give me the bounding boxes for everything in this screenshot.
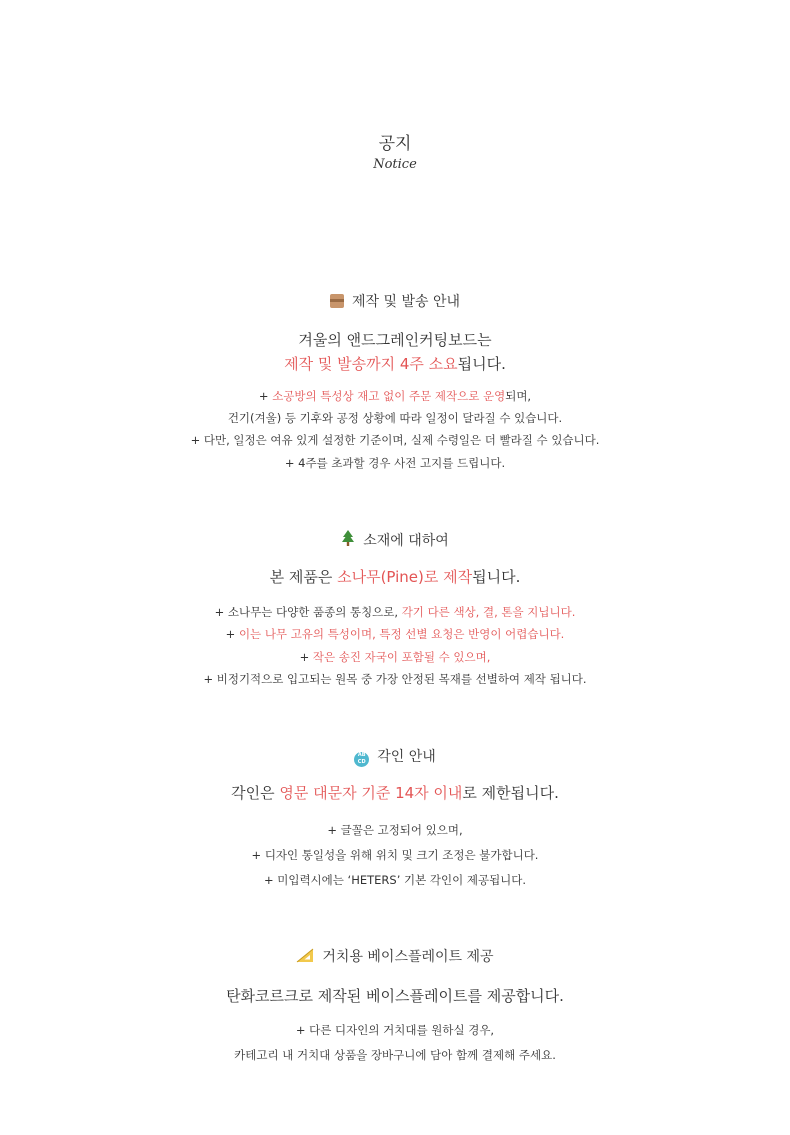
lead-tail: 됩니다.: [457, 355, 506, 373]
section-heading-text: 제작 및 발송 안내: [351, 294, 461, 310]
notice-line: [0, 604, 790, 620]
line-text: 카테고리 내 거치대 상품을 장바구니에 담아 함께 결제해 주세요.: [234, 1048, 556, 1062]
section-heading-production: [0, 291, 790, 311]
lead-pre: 본 제품은: [269, 568, 338, 586]
lead-text: [0, 782, 790, 803]
highlight-text: 제작 및 발송까지 4주 소요: [284, 355, 458, 373]
section-heading-material: [0, 530, 790, 550]
line-text: + 다른 디자인의 거치대를 원하실 경우,: [295, 1023, 495, 1037]
notice-line: [0, 388, 790, 404]
line-text: + 미입력시에는 ‘HETERS’ 기본 각인이 제공됩니다.: [263, 873, 527, 887]
lead-text: [0, 353, 790, 374]
abc-icon: [354, 752, 369, 767]
notice-line: [0, 410, 790, 426]
lead-tail: 로 제한됩니다.: [462, 784, 559, 802]
line-text: + 디자인 통일성을 위해 위치 및 크기 조정은 불가합니다.: [251, 848, 539, 862]
notice-line: [0, 455, 790, 471]
highlight-text: 소공방의 특성상 재고 없이 주문 제작으로 운영: [272, 389, 506, 403]
highlight-text: 영문 대문자 기준 14자 이내: [279, 784, 463, 802]
notice-line: [0, 847, 790, 863]
section-heading-text: 각인 안내: [377, 749, 436, 765]
triangle-ruler-icon: [296, 948, 314, 963]
line-text: + 4주를 초과할 경우 사전 고지를 드립니다.: [284, 456, 506, 470]
lead-text: [0, 985, 790, 1006]
section-heading-text: 거치용 베이스플레이트 제공: [322, 949, 494, 965]
lead-text: 겨울의 앤드그레인커팅보드는: [298, 331, 492, 349]
notice-line: [0, 1047, 790, 1063]
line-text: +: [299, 650, 313, 664]
line-text: 되며,: [505, 389, 532, 403]
notice-line: [0, 671, 790, 687]
section-heading-base-plate: [0, 946, 790, 966]
notice-line: [0, 872, 790, 888]
lead-tail: 됩니다.: [472, 568, 521, 586]
notice-line: [0, 822, 790, 838]
lead-text: [0, 566, 790, 587]
notice-line: [0, 626, 790, 642]
line-text: + 소나무는 다양한 품종의 통칭으로,: [214, 605, 402, 619]
package-icon: [330, 294, 344, 308]
line-text: + 글꼴은 고정되어 있으며,: [327, 823, 463, 837]
line-text: +: [225, 627, 239, 641]
highlight-text: 이는 나무 고유의 특성이며, 특정 선별 요청은 반영이 어렵습니다.: [238, 627, 565, 641]
line-text: +: [258, 389, 273, 403]
highlight-text: 소나무(Pine)로 제작: [337, 568, 473, 586]
line-text: + 다만, 일정은 여유 있게 설정한 기준이며, 실제 수령일은 더 빨라질 수 있습니다.: [190, 433, 600, 447]
notice-line: [0, 1022, 790, 1038]
page-title: 공지: [378, 134, 412, 154]
lead-pre: 각인은: [231, 784, 280, 802]
highlight-text: 작은 송진 자국이 포함될 수 있으며,: [312, 650, 491, 664]
section-heading-engraving: [0, 746, 790, 767]
icon-text: CD: [357, 759, 366, 765]
page-subtitle: Notice: [373, 157, 417, 172]
notice-line: [0, 649, 790, 665]
lead-pre: 탄화코르크로 제작된 베이스플레이트를 제공합니다.: [226, 987, 564, 1005]
line-text: + 비정기적으로 입고되는 원목 중 가장 안정된 목재를 선별하여 제작 됩니다.: [203, 672, 587, 686]
notice-line: [0, 432, 790, 448]
tree-icon: [341, 530, 355, 547]
section-heading-text: 소재에 대하여: [363, 533, 449, 549]
line-text: 건기(겨울) 등 기후와 공정 상황에 따라 일정이 달라질 수 있습니다.: [227, 411, 563, 425]
icon-text: AB: [357, 752, 366, 758]
highlight-text: 각기 다른 색상, 결, 톤을 지닙니다.: [401, 605, 576, 619]
